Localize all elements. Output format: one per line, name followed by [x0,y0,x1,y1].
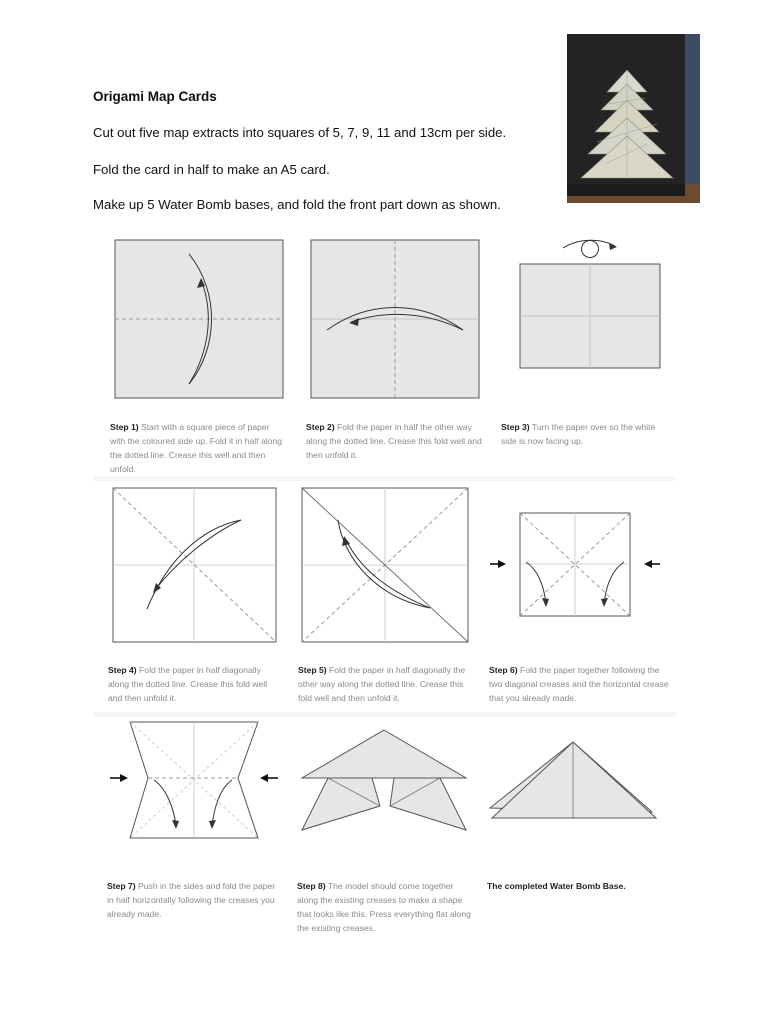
step-4-text: Fold the paper in half diagonally along the dotted line. Crease this fold well and then unfold it. [108,665,268,703]
step-7-label: Step 7) [107,881,136,891]
step-2-diagram [309,238,481,400]
instruction-line-1: Cut out five map extracts into squares of 5, 7, 9, 11 and 13cm per side. [93,125,507,140]
step-7-diagram [108,718,290,842]
step-2-caption [306,420,484,462]
step-6-caption [489,663,669,705]
step-2-label: Step 2) [306,422,335,432]
step-5-label: Step 5) [298,665,327,675]
step-4-diagram [111,486,278,644]
step-3-caption [501,420,669,448]
step-6-text: Fold the paper together following the two diagonal creases and the horizontal crease that you already made. [489,665,669,703]
step-1-caption [110,420,282,476]
step-8-label: Step 8) [297,881,326,891]
step-1-label: Step 1) [110,422,139,432]
step-1-diagram [113,238,285,400]
step-7-caption [107,879,283,921]
tree-card-photo [567,34,700,203]
completed-label: The completed Water Bomb Base. [487,881,626,891]
step-3-diagram [517,236,663,372]
step-6-label: Step 6) [489,665,518,675]
step-8-diagram [298,728,470,834]
step-6-diagram [488,506,664,622]
step-3-text: Turn the paper over so the white side is now facing up. [501,422,656,446]
instruction-line-2: Fold the card in half to make an A5 card. [93,162,330,177]
water-bomb-base-diagram [488,738,658,822]
completed-caption [487,879,667,893]
step-7-text: Push in the sides and fold the paper in half horizontally following the creases you already made. [107,881,276,919]
step-5-caption [298,663,474,705]
step-4-caption [108,663,280,705]
step-2-text: Fold the paper in half the other way along the dotted line. Crease this fold well and then unfold it. [306,422,482,460]
page-title: Origami Map Cards [93,89,217,104]
step-3-label: Step 3) [501,422,530,432]
step-5-diagram [300,486,470,644]
step-4-label: Step 4) [108,665,137,675]
instruction-line-3: Make up 5 Water Bomb bases, and fold the front part down as shown. [93,197,501,212]
row-divider [94,476,676,481]
step-8-caption [297,879,471,935]
step-1-text: Start with a square piece of paper with the coloured side up. Fold it in half along the dotted line. Crease this well and then unfold. [110,422,282,474]
row-divider [94,712,676,717]
step-5-text: Fold the paper in half diagonally the other way along the dotted line. Crease this fold well and then unfold it. [298,665,466,703]
step-8-text: The model should come together along the existing creases to make a shape that looks like this. Press everything flat along the existing creases. [297,881,471,933]
